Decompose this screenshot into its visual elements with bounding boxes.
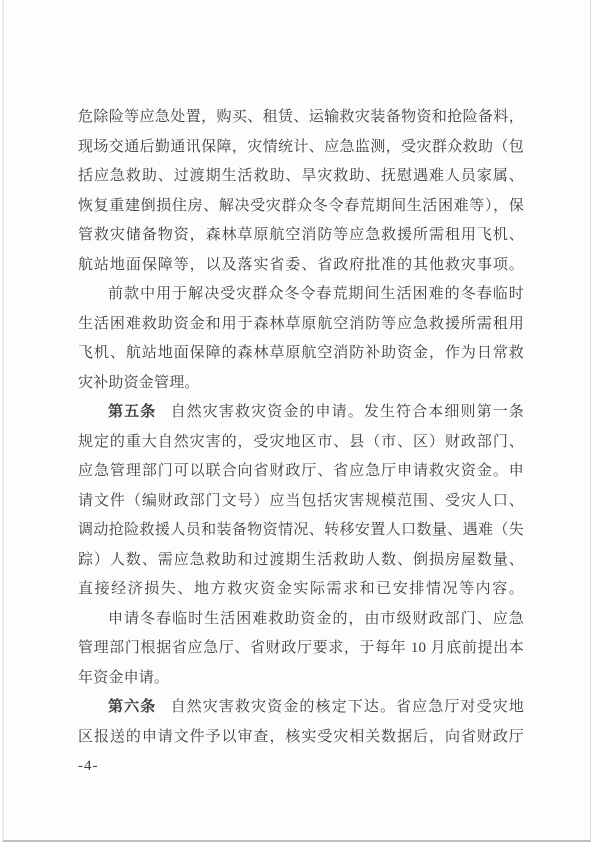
text-line [78, 251, 524, 281]
line-text: 踪）人数、需应急救助和过渡期生活救助人数、倒损房屋数量、 [78, 551, 524, 568]
article-number: 第五条 [108, 404, 157, 420]
text-line [78, 133, 524, 163]
text-line [78, 516, 524, 546]
text-line [78, 428, 524, 458]
line-text: 危除险等应急处置，购买、租赁、运输救灾装备物资和抢险备料， [78, 109, 524, 125]
line-text: 前款中用于解决受灾群众冬令春荒期间生活困难的冬春临时 [108, 286, 524, 302]
text-line [78, 192, 524, 222]
line-text: 括应急救助、过渡期生活救助、旱灾救助、抚慰遇难人员家属、 [78, 168, 524, 184]
line-text: 管理部门根据省应急厅、省财政厅要求，于每年 10 月底前提出本 [78, 640, 524, 656]
line-text: 航站地面保障等，以及落实省委、省政府批准的其他救灾事项。 [78, 256, 524, 273]
text-line [78, 546, 524, 576]
line-text: 年资金申请。 [78, 669, 170, 686]
text-line [78, 398, 524, 428]
text-line [78, 310, 524, 340]
line-text: 调动抢险救援人员和装备物资情况、转移安置人口数量、遇难（失 [78, 522, 524, 538]
text-line [78, 457, 524, 487]
text-line [78, 693, 524, 723]
line-text: 生活困难救助资金和用于森林草原航空消防等应急救援所需租用 [78, 315, 524, 332]
text-line [78, 280, 524, 310]
text-line [78, 723, 524, 753]
article-number: 第六条 [108, 699, 157, 715]
text-line [78, 103, 524, 133]
line-text: 直接经济损失、地方救灾资金实际需求和已安排情况等内容。 [78, 581, 524, 597]
line-text: 自然灾害救灾资金的申请。发生符合本细则第一条 [170, 404, 524, 420]
line-text: 申请冬春临时生活困难救助资金的，由市级财政部门、应急 [108, 610, 524, 627]
text-line [78, 575, 524, 605]
page-number: -4- [78, 758, 99, 774]
text-line [78, 634, 524, 664]
text-line [78, 339, 524, 369]
line-text: 规定的重大自然灾害的，受灾地区市、县（市、区）财政部门、 [78, 433, 524, 450]
text-line [78, 221, 524, 251]
text-line [78, 605, 524, 635]
line-text: 请文件（编财政部门文号）应当包括灾害规模范围、受灾人口、 [78, 492, 524, 509]
text-line [78, 487, 524, 517]
line-text: 应急管理部门可以联合向省财政厅、省应急厅申请救灾资金。申 [78, 463, 524, 479]
line-text: 飞机、航站地面保障的森林草原航空消防补助资金，作为日常救 [78, 345, 524, 361]
line-text: 恢复重建倒损住房、解决受灾群众冬令春荒期间生活困难等），保 [78, 197, 524, 214]
text-line [78, 369, 524, 399]
line-text: 管救灾储备物资，森林草原航空消防等应急救援所需租用飞机、 [78, 227, 524, 243]
line-text: 现场交通后勤通讯保障，灾情统计、应急监测，受灾群众救助（包 [78, 138, 524, 155]
text-line [78, 162, 524, 192]
line-text: 区报送的申请文件予以审查，核实受灾相关数据后，向省财政厅 [78, 728, 524, 745]
text-body [78, 103, 524, 782]
line-text: 灾补助资金管理。 [78, 374, 200, 391]
line-text: 自然灾害救灾资金的核定下达。省应急厅对受灾地 [170, 699, 524, 715]
text-line [78, 664, 524, 694]
